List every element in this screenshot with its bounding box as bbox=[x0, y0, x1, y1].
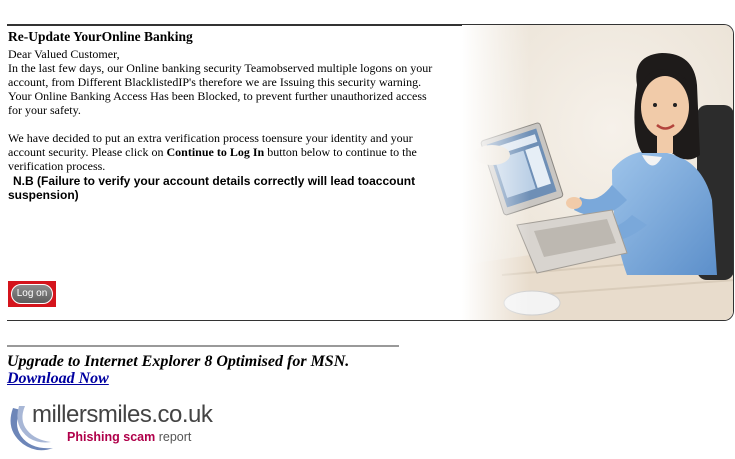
millersmiles-logo bbox=[7, 400, 227, 454]
woman-laptop-photo bbox=[462, 25, 734, 321]
separator-line bbox=[7, 345, 399, 347]
phishing-scam-report-tagline bbox=[67, 429, 191, 445]
verification-line-1: We have decided to put an extra verification process toensure your identity and your bbox=[8, 131, 413, 145]
email-panel bbox=[7, 24, 734, 321]
continue-to-log-in-text: Continue to Log In bbox=[166, 145, 265, 159]
verification-line-3: verification process. bbox=[8, 159, 106, 173]
verification-line-2-post: button below to continue to the bbox=[264, 145, 417, 159]
greeting: Dear Valued Customer, bbox=[8, 47, 120, 61]
millersmiles-wordmark: millersmiles.co.uk bbox=[32, 401, 213, 428]
ie8-upgrade-text: Upgrade to Internet Explorer 8 Optimised for MSN. bbox=[7, 353, 350, 370]
warning-line-1: In the last few days, our Online banking security Teamobserved multiple logons on your bbox=[8, 61, 433, 75]
email-body bbox=[8, 29, 458, 202]
warning-line-2: account, from Different BlacklistedIP's therefore we are Issuing this security warning. bbox=[8, 75, 422, 89]
nb-line-2: suspension) bbox=[8, 188, 79, 202]
verification-paragraph bbox=[8, 131, 458, 173]
warning-line-4: for your safety. bbox=[8, 103, 81, 117]
log-on-button[interactable]: Log on bbox=[11, 284, 53, 304]
download-now-link[interactable]: Download Now bbox=[7, 370, 109, 387]
tagline-rest: report bbox=[155, 430, 192, 444]
verification-line-2-pre: account security. Please click on bbox=[8, 145, 167, 159]
warning-line-3: Your Online Banking Access Has been Blocked, to prevent further unauthorized access bbox=[8, 89, 427, 103]
warning-paragraph bbox=[8, 61, 458, 117]
nb-warning bbox=[8, 174, 458, 202]
tagline-bold: Phishing scam bbox=[67, 430, 156, 444]
email-title: Re-Update YourOnline Banking bbox=[8, 29, 193, 44]
nb-line-1: N.B (Failure to verify your account details correctly will lead toaccount bbox=[13, 174, 416, 188]
login-button-frame bbox=[8, 281, 56, 307]
